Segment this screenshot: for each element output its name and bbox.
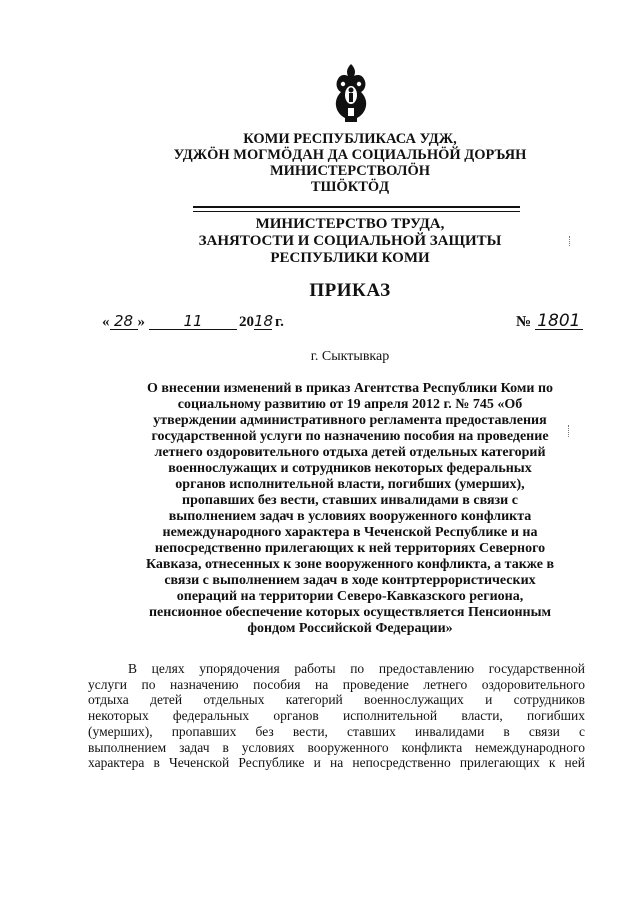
header-russian-block (130, 216, 570, 267)
subject-line: операций на территории Северо-Кавказского региона, (176, 589, 524, 604)
date-year-prefix: 20 (239, 314, 254, 330)
body-line: В целях упорядочения работы по предоставлению государственной (128, 661, 585, 676)
subject-line: Кавказа, отнесенных к зоне вооруженного конфликта, а также в (145, 557, 555, 572)
date-year-end: г. (275, 314, 284, 330)
header-komi-line: КОМИ РЕСПУБЛИКАСА УДЖ, (243, 131, 457, 147)
city-line: г. Сыктывкар (310, 349, 390, 364)
scan-artifact (569, 236, 571, 246)
number-prefix: № (516, 314, 532, 330)
subject-line: пропавших без вести, ставших инвалидами в связи с (182, 493, 518, 508)
subject-line: немеждународного характера в Чеченской Республике и на (162, 525, 538, 540)
subject-line: непосредственно прилегающих к ней территориях Северного (154, 541, 546, 556)
body-line: услуги по назначению пособия на проведение летнего оздоровительного (88, 676, 585, 692)
header-ru-line: МИНИСТЕРСТВО ТРУДА, (255, 216, 445, 232)
header-komi-line: УДЖӦН МОГМӦДАН ДА СОЦИАЛЬНӦЙ ДОРЪЯН (173, 147, 527, 163)
subject-line: социальному развитию от 19 апреля 2012 г. № 745 «Об (177, 397, 523, 412)
header-ru-line: ЗАНЯТОСТИ И СОЦИАЛЬНОЙ ЗАЩИТЫ (198, 233, 502, 249)
date-open-quote: « (102, 314, 110, 330)
date-close-quote: » (137, 314, 145, 330)
header-komi-line: МИНИСТЕРСТВОЛӦН (269, 163, 431, 179)
order-date (102, 313, 284, 331)
subject-line: фондом Российской Федерации» (247, 621, 453, 636)
order-number (516, 313, 583, 331)
date-day: 28 (110, 313, 138, 330)
coat-of-arms-emblem (326, 62, 376, 128)
subject-line: пенсионное обеспечение которых осуществляется Пенсионным (148, 605, 552, 620)
subject-line: О внесении изменений в приказ Агентства Республики Коми по (146, 381, 554, 396)
subject-line: выполнением задач в условиях вооруженного конфликта (168, 509, 532, 524)
body-line: некоторых федеральных органов исполнительной власти, погибших (88, 708, 585, 724)
date-year-suffix: 18 (254, 312, 274, 330)
header-ru-line: РЕСПУБЛИКИ КОМИ (270, 250, 430, 266)
header-komi-line: ТШӦКТӦД (310, 179, 390, 195)
number-value: 1801 (535, 313, 583, 330)
header-divider-thin (193, 211, 520, 212)
order-subject (100, 381, 600, 637)
body-line: отдыха детей отдельных категорий военнослужащих и сотрудников (88, 692, 585, 708)
header-komi-block (130, 131, 570, 195)
subject-line: органов исполнительной власти, погибших (умерших), (175, 477, 525, 492)
subject-line: утверждении административного регламента предоставления (153, 413, 547, 428)
body-line: характера в Чеченской Республике и на непосредственно прилегающих к ней (88, 755, 585, 771)
header-divider-thick (193, 206, 520, 208)
body-line: выполнением задач в условиях вооруженного конфликта немеждународного (88, 739, 585, 755)
subject-line: связи с выполнением задач в ходе контртеррористических (164, 573, 536, 588)
body-paragraph (88, 661, 585, 771)
date-month: 11 (149, 313, 237, 330)
subject-line: военнослужащих и сотрудников некоторых федеральных (168, 461, 532, 476)
scan-artifact (568, 425, 570, 437)
subject-line: государственной услуги по назначению пособия на проведение (151, 429, 549, 444)
subject-line: летнего оздоровительного отдыха детей отдельных категорий (154, 445, 546, 460)
document-type-title: ПРИКАЗ (309, 280, 391, 301)
body-line: (умерших), пропавших без вести, ставших инвалидами в связи с (88, 723, 585, 739)
